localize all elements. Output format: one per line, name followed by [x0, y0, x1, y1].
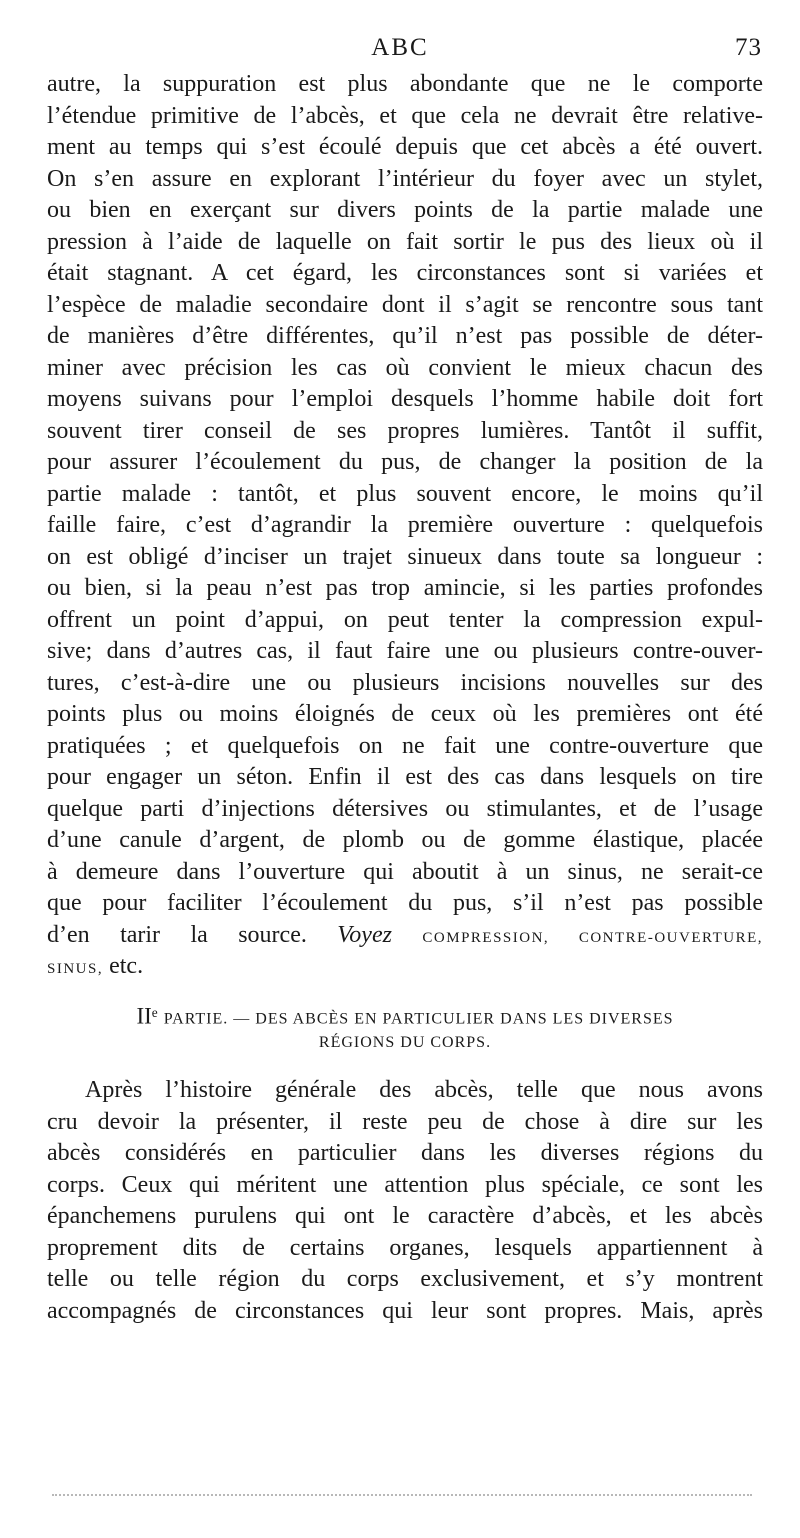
text-line: tures, c’est-à-dire une ou plusieurs incisions nouvelles sur des: [47, 669, 763, 696]
footer-dotted-rule: [52, 1494, 752, 1496]
section-heading-line-1: [47, 998, 763, 1028]
text-line: cru devoir la présenter, il reste peu de chose à dire sur les: [47, 1108, 763, 1135]
page-number: 73: [735, 34, 762, 61]
text-line: l’étendue primitive de l’abcès, et que cela ne devrait être relative-: [47, 102, 763, 129]
text-line: telle ou telle région du corps exclusivement, et s’y montrent: [47, 1266, 763, 1292]
text-line: points plus ou moins éloignés de ceux où les premières ont été: [47, 701, 763, 727]
text-line: abcès considérés en particulier dans les diverses régions du: [47, 1140, 763, 1166]
text-line: était stagnant. A cet égard, les circonstances sont si variées et: [47, 260, 763, 286]
text-line: quelque parti d’injections détersives ou stimulantes, et de l’usage: [47, 795, 763, 822]
cross-reference-terms-end: SINUS,: [47, 961, 104, 977]
text-line: partie malade : tantôt, et plus souvent encore, le moins qu’il: [47, 480, 763, 507]
text-line: autre, la suppuration est plus abondante que ne le comporte: [47, 71, 763, 97]
text-line: proprement dits de certains organes, lesquels appartiennent à: [47, 1234, 763, 1261]
text-line: d’une canule d’argent, de plomb ou de gomme élastique, placée: [47, 827, 763, 853]
text-line: Après l’histoire générale des abcès, telle que nous avons: [85, 1077, 763, 1103]
part-numeral-superscript: e: [151, 1005, 159, 1020]
text-line: ment au temps qui s’est écoulé depuis que cet abcès a été ouvert.: [47, 134, 763, 160]
text-line: souvent tirer conseil de ses propres lumières. Tantôt il suffit,: [47, 417, 763, 444]
cross-reference-etc: etc.: [109, 953, 144, 979]
cross-reference-prefix: d’en tarir la source.: [47, 921, 307, 948]
section-heading: [47, 998, 763, 1058]
cross-reference-line: [47, 920, 763, 952]
see-also-label: Voyez: [337, 921, 392, 948]
text-line: On s’en assure en explorant l’intérieur du foyer avec un stylet,: [47, 165, 763, 192]
text-line: sive; dans d’autres cas, il faut faire une ou plusieurs contre-ouver-: [47, 638, 763, 664]
cross-reference-terms: COMPRESSION, CONTRE-OUVERTURE,: [422, 929, 763, 946]
paragraph-new: [47, 1075, 763, 1327]
text-line: on est obligé d’inciser un trajet sinueux dans toute sa longueur :: [47, 543, 763, 570]
text-line: ou bien en exerçant sur divers points de la partie malade une: [47, 197, 763, 223]
text-line: miner avec précision les cas où convient le mieux chacun des: [47, 354, 763, 381]
text-line: faille faire, c’est d’agrandir la première ouverture : quelquefois: [47, 512, 763, 538]
text-line: moyens suivans pour l’emploi desquels l’homme habile doit fort: [47, 386, 763, 412]
section-heading-line-2: RÉGIONS DU CORPS.: [318, 1034, 492, 1051]
text-line: corps. Ceux qui méritent une attention plus spéciale, ce sont les: [47, 1171, 763, 1198]
text-line: ou bien, si la peau n’est pas trop amincie, si les parties profondes: [47, 575, 763, 601]
part-numeral: II: [136, 1003, 152, 1029]
text-line: pour engager un séton. Enfin il est des cas dans lesquels on tire: [47, 764, 763, 790]
text-line: à demeure dans l’ouverture qui aboutit à un sinus, ne serait-ce: [47, 858, 763, 885]
text-line: pour assurer l’écoulement du pus, de changer la position de la: [47, 449, 763, 475]
running-head: [0, 34, 800, 68]
text-line: accompagnés de circonstances qui leur sont propres. Mais, après: [47, 1297, 763, 1324]
text-line: épanchemens purulens qui ont le caractère d’abcès, et les abcès: [47, 1203, 763, 1229]
text-line: de manières d’être différentes, qu’il n’est pas possible de déter-: [47, 323, 763, 349]
section-heading-title: PARTIE. — DES ABCÈS EN PARTICULIER DANS LES DIVERSES: [163, 1010, 674, 1028]
text-line: offrent un point d’appui, on peut tenter la compression expul-: [47, 606, 763, 633]
paragraph-continued: [47, 69, 763, 983]
text-line: pratiquées ; et quelquefois on ne fait une contre-ouverture que: [47, 732, 763, 759]
running-head-title: ABC: [371, 34, 429, 61]
text-line: l’espèce de maladie secondaire dont il s’agit se rencontre sous tant: [47, 291, 763, 318]
text-line: que pour faciliter l’écoulement du pus, s’il n’est pas possible: [47, 890, 763, 916]
text-line: pression à l’aide de laquelle on fait sortir le pus des lieux où il: [47, 228, 763, 255]
cross-reference-line-end: [47, 951, 763, 983]
